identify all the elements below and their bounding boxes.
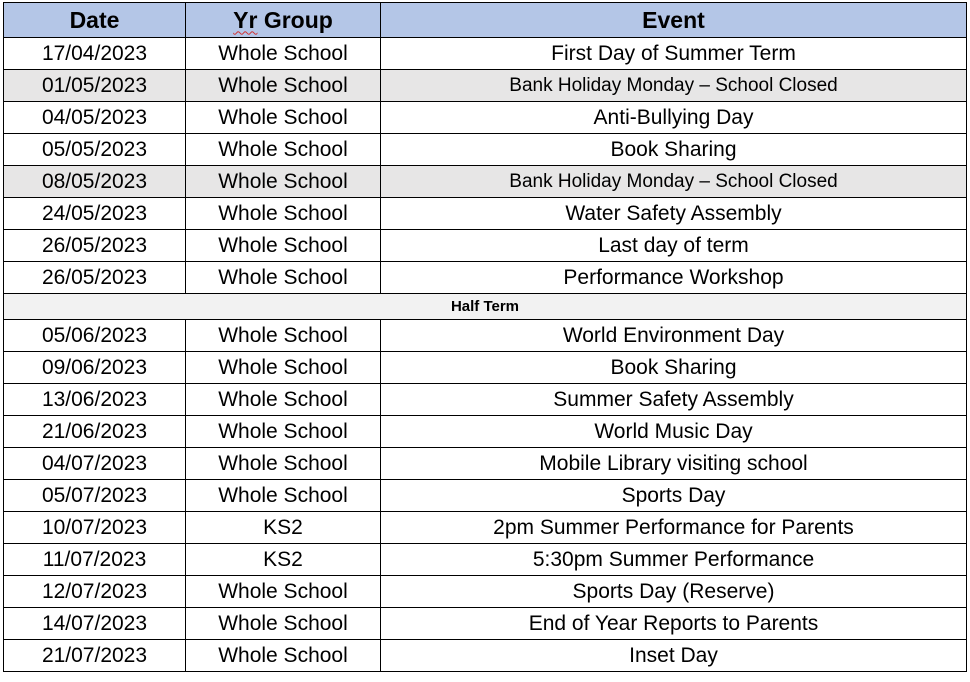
cell-group: Whole School	[186, 576, 381, 608]
cell-group: Whole School	[186, 102, 381, 134]
cell-date: 13/06/2023	[4, 384, 186, 416]
cell-event: World Environment Day	[381, 320, 967, 352]
cell-group: Whole School	[186, 352, 381, 384]
table-row	[4, 448, 967, 480]
cell-group: Whole School	[186, 416, 381, 448]
cell-group: Whole School	[186, 230, 381, 262]
table-row	[4, 38, 967, 70]
cell-event: First Day of Summer Term	[381, 38, 967, 70]
cell-date: 24/05/2023	[4, 198, 186, 230]
cell-date: 26/05/2023	[4, 230, 186, 262]
cell-date: 08/05/2023	[4, 166, 186, 198]
cell-date: 21/07/2023	[4, 640, 186, 672]
table-row	[4, 320, 967, 352]
cell-date: 05/06/2023	[4, 320, 186, 352]
cell-date: 05/07/2023	[4, 480, 186, 512]
cell-event: Sports Day	[381, 480, 967, 512]
table-row	[4, 262, 967, 294]
cell-group: Whole School	[186, 480, 381, 512]
cell-event: Inset Day	[381, 640, 967, 672]
table-row	[4, 70, 967, 102]
header-date: Date	[4, 3, 186, 38]
table-row	[4, 640, 967, 672]
cell-event: Last day of term	[381, 230, 967, 262]
cell-group: Whole School	[186, 640, 381, 672]
cell-date: 10/07/2023	[4, 512, 186, 544]
header-event: Event	[381, 3, 967, 38]
events-table	[3, 2, 967, 672]
events-document	[3, 2, 966, 672]
cell-date: 14/07/2023	[4, 608, 186, 640]
cell-group: Whole School	[186, 70, 381, 102]
cell-event: Anti-Bullying Day	[381, 102, 967, 134]
cell-event: End of Year Reports to Parents	[381, 608, 967, 640]
header-row	[4, 3, 967, 38]
cell-group: Whole School	[186, 320, 381, 352]
cell-event: 5:30pm Summer Performance	[381, 544, 967, 576]
cell-event: Bank Holiday Monday – School Closed	[381, 70, 967, 102]
header-yr-group	[186, 3, 381, 38]
cell-group: Whole School	[186, 448, 381, 480]
table-row	[4, 166, 967, 198]
cell-event: World Music Day	[381, 416, 967, 448]
header-group-word: Group	[257, 6, 333, 33]
cell-date: 11/07/2023	[4, 544, 186, 576]
table-row	[4, 384, 967, 416]
cell-event: Water Safety Assembly	[381, 198, 967, 230]
cell-date: 21/06/2023	[4, 416, 186, 448]
cell-group: Whole School	[186, 198, 381, 230]
table-row	[4, 608, 967, 640]
cell-event: Summer Safety Assembly	[381, 384, 967, 416]
table-row	[4, 102, 967, 134]
cell-group: Whole School	[186, 166, 381, 198]
cell-event: Performance Workshop	[381, 262, 967, 294]
cell-event: Book Sharing	[381, 352, 967, 384]
cell-group: Whole School	[186, 262, 381, 294]
cell-group: Whole School	[186, 608, 381, 640]
table-row	[4, 352, 967, 384]
cell-event: Book Sharing	[381, 134, 967, 166]
cell-date: 04/05/2023	[4, 102, 186, 134]
section-label: Half Term	[4, 294, 967, 320]
cell-group: Whole School	[186, 38, 381, 70]
cell-group: KS2	[186, 544, 381, 576]
cell-date: 12/07/2023	[4, 576, 186, 608]
cell-date: 26/05/2023	[4, 262, 186, 294]
table-row	[4, 480, 967, 512]
cell-date: 04/07/2023	[4, 448, 186, 480]
cell-date: 05/05/2023	[4, 134, 186, 166]
cell-date: 17/04/2023	[4, 38, 186, 70]
header-yr-word: Yr	[233, 6, 258, 33]
cell-date: 09/06/2023	[4, 352, 186, 384]
cell-event: Sports Day (Reserve)	[381, 576, 967, 608]
section-row-half-term	[4, 294, 967, 320]
cell-group: Whole School	[186, 384, 381, 416]
table-row	[4, 416, 967, 448]
cell-event: 2pm Summer Performance for Parents	[381, 512, 967, 544]
cell-group: KS2	[186, 512, 381, 544]
table-row	[4, 198, 967, 230]
cell-group: Whole School	[186, 134, 381, 166]
cell-event: Mobile Library visiting school	[381, 448, 967, 480]
cell-event: Bank Holiday Monday – School Closed	[381, 166, 967, 198]
table-row	[4, 512, 967, 544]
cell-date: 01/05/2023	[4, 70, 186, 102]
table-row	[4, 576, 967, 608]
table-row	[4, 544, 967, 576]
table-row	[4, 230, 967, 262]
table-row	[4, 134, 967, 166]
